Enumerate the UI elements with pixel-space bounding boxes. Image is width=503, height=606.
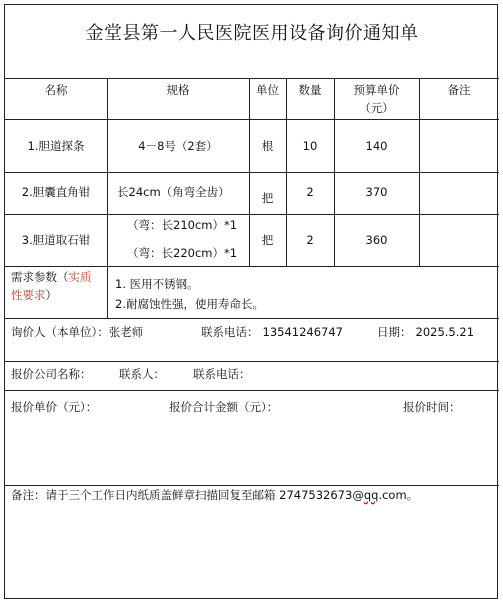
divider (5, 266, 499, 267)
inquirer-phone: 联系电话： 13541246747 (201, 325, 343, 339)
divider (5, 318, 499, 319)
row-qty: 2 (306, 185, 314, 199)
divider (5, 214, 499, 215)
quote-contact-label: 联系人： (119, 367, 165, 381)
header-budget-unit: （元） (359, 101, 394, 115)
quote-company-name-label: 报价公司名称： (11, 367, 92, 381)
row-name: 1.胆道探条 (27, 139, 85, 153)
note: 备注：请于三个工作日内纸质盖鲜章扫描回复至邮箱 2747532673@qq.com。 (11, 488, 419, 502)
row-spec-line2: （弯：长220cm）*1 (127, 246, 238, 260)
row-qty: 2 (306, 233, 314, 247)
divider (5, 390, 499, 391)
inquirer-date: 日期： 2025.5.21 (377, 325, 475, 339)
requirement-item: 2.耐腐蚀性强，使用寿命长。 (115, 297, 264, 311)
page-title: 金堂县第一人民医院医用设备询价通知单 (85, 23, 419, 44)
column-divider (107, 78, 108, 266)
row-unit: 把 (261, 191, 274, 205)
requirements-label-cont: 性要求） (11, 288, 57, 302)
header-qty: 数量 (298, 83, 322, 97)
notice-form (4, 4, 498, 599)
row-qty: 10 (302, 139, 318, 153)
row-spec-line1: （弯：长210cm）*1 (127, 218, 238, 232)
header-spec: 规格 (166, 83, 190, 97)
quote-time-label: 报价时间： (403, 400, 461, 414)
divider (5, 119, 499, 120)
quote-unit-price-label: 报价单价（元）： (11, 400, 98, 414)
header-remark: 备注 (447, 83, 471, 97)
row-name: 2.胆囊直角钳 (21, 185, 91, 199)
requirement-item: 1. 医用不锈钢。 (115, 277, 199, 291)
row-budget: 360 (365, 233, 388, 247)
header-budget: 预算单价 (353, 83, 400, 97)
inquirer-label: 询价人（本单位）：张老师 (11, 325, 144, 339)
column-divider (419, 78, 420, 266)
divider (5, 78, 499, 79)
requirements-label: 需求参数（实质 (11, 270, 92, 284)
divider (5, 172, 499, 173)
row-budget: 370 (365, 185, 388, 199)
header-unit: 单位 (256, 83, 279, 97)
row-spec: 4－8号（2套） (138, 139, 218, 153)
quote-phone-label: 联系电话： (193, 367, 251, 381)
row-budget: 140 (365, 139, 388, 153)
divider (5, 361, 499, 362)
column-divider (107, 266, 108, 318)
row-spec: 长24cm（角弯全齿） (117, 185, 230, 199)
row-unit: 把 (261, 233, 274, 247)
row-name: 3.胆道取石钳 (21, 233, 91, 247)
quote-total-label: 报价合计金额（元）： (169, 400, 279, 414)
header-name: 名称 (44, 83, 68, 97)
row-unit: 根 (261, 139, 274, 153)
